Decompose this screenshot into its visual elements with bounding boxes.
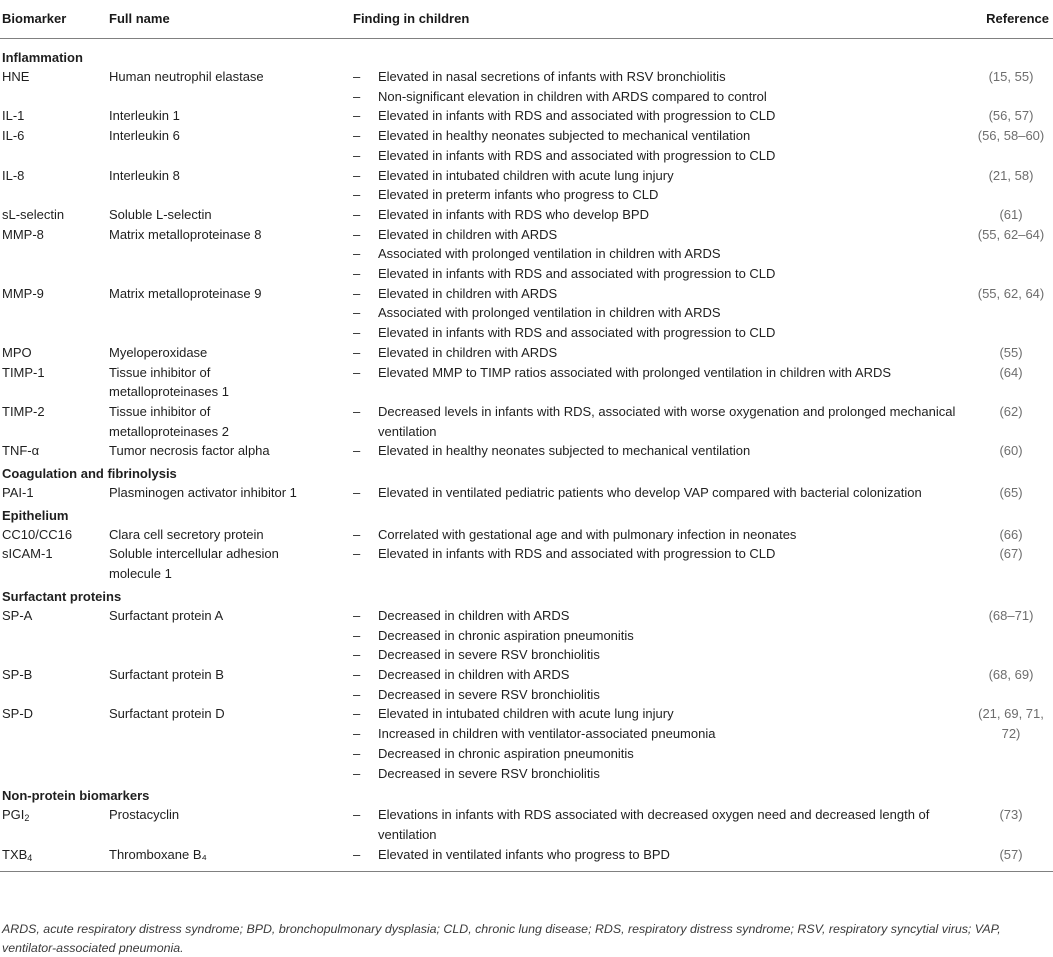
finding-item xyxy=(353,525,959,545)
table-row xyxy=(0,67,1053,106)
biomarker-subscript: 4 xyxy=(27,852,33,863)
bullet-dash: – xyxy=(353,344,361,360)
table-row xyxy=(0,606,1053,665)
finding-item xyxy=(353,665,959,685)
biomarker-cell xyxy=(0,402,109,441)
finding-item xyxy=(353,645,959,665)
finding-item xyxy=(353,244,959,264)
finding-item xyxy=(353,67,959,87)
full-name: Interleukin 8 xyxy=(109,167,180,183)
reference-text: (66) xyxy=(999,526,1023,542)
table-row xyxy=(0,805,1053,844)
reference-cell xyxy=(959,845,1053,872)
reference-cell xyxy=(959,363,1053,402)
table-row xyxy=(0,343,1053,363)
biomarker-cell xyxy=(0,126,109,165)
biomarker-cell xyxy=(0,106,109,126)
finding-text: Elevated in ventilated pediatric patients who develop VAP compared with bacterial colonization xyxy=(378,485,922,501)
biomarker-abbrev: MMP-8 xyxy=(2,226,44,242)
bullet-dash: – xyxy=(353,187,361,203)
reference-cell xyxy=(959,166,1053,205)
bullet-dash: – xyxy=(353,246,361,262)
finding-item xyxy=(353,441,959,461)
finding-text: Elevated in children with ARDS xyxy=(378,285,558,301)
finding-item xyxy=(353,626,959,646)
finding-cell xyxy=(353,665,959,704)
finding-text: Decreased in severe RSV bronchiolitis xyxy=(378,686,600,702)
biomarker-abbrev: SP-B xyxy=(2,666,33,682)
reference-text: (21, 69, 71, 72) xyxy=(978,706,1044,742)
header-biomarker: Biomarker xyxy=(0,0,109,39)
biomarker-abbrev: TXB xyxy=(2,846,28,862)
finding-text: Elevated in infants with RDS who develop BPD xyxy=(378,206,649,222)
biomarker-cell xyxy=(0,441,109,461)
finding-text: Decreased in chronic aspiration pneumonitis xyxy=(378,627,634,643)
finding-text: Elevated in healthy neonates subjected to mechanical ventilation xyxy=(378,128,751,144)
table-row xyxy=(0,483,1053,503)
full-name: Plasminogen activator inhibitor 1 xyxy=(109,485,297,501)
reference-cell xyxy=(959,284,1053,343)
finding-item xyxy=(353,264,959,284)
bullet-dash: – xyxy=(353,686,361,702)
finding-text: Elevated in nasal secretions of infants with RSV bronchiolitis xyxy=(378,69,726,84)
reference-text: (60) xyxy=(999,443,1023,459)
bullet-dash: – xyxy=(353,305,361,321)
finding-item xyxy=(353,845,959,865)
table-footnote: ARDS, acute respiratory distress syndrome; BPD, bronchopulmonary dysplasia; CLD, chronic lung disease; RDS, respiratory distress syndrome; RSV, respiratory syncytial virus; VAP, ventilator-associated pneumonia. xyxy=(2,922,1001,955)
full-name: Myeloperoxidase xyxy=(109,344,208,360)
section-row xyxy=(0,39,1053,68)
reference-text: (55, 62, 64) xyxy=(977,285,1045,301)
table-row xyxy=(0,665,1053,704)
finding-cell xyxy=(353,544,959,583)
finding-item xyxy=(353,606,959,626)
reference-text: (56, 57) xyxy=(988,108,1034,124)
bullet-dash: – xyxy=(353,745,361,761)
finding-item xyxy=(353,166,959,186)
biomarker-cell xyxy=(0,483,109,503)
full-name-cell xyxy=(109,544,353,583)
bullet-dash: – xyxy=(353,726,361,742)
biomarker-abbrev: MMP-9 xyxy=(2,285,44,301)
finding-cell xyxy=(353,166,959,205)
full-name-cell xyxy=(109,225,353,284)
finding-cell xyxy=(353,845,959,872)
finding-cell xyxy=(353,106,959,126)
full-name-cell xyxy=(109,343,353,363)
bullet-dash: – xyxy=(353,526,361,542)
reference-cell xyxy=(959,225,1053,284)
reference-text: (61) xyxy=(999,206,1023,222)
finding-cell xyxy=(353,67,959,106)
finding-cell xyxy=(353,805,959,844)
section-title: Surfactant proteins xyxy=(2,588,122,604)
reference-cell xyxy=(959,402,1053,441)
bullet-dash: – xyxy=(353,627,361,643)
finding-cell xyxy=(353,704,959,783)
finding-item xyxy=(353,724,959,744)
full-name: Tumor necrosis factor alpha xyxy=(109,443,270,459)
reference-text: (62) xyxy=(999,403,1023,419)
reference-text: (15, 55) xyxy=(988,69,1034,84)
finding-item xyxy=(353,303,959,323)
finding-text: Elevated in infants with RDS and associated with progression to CLD xyxy=(378,325,776,341)
finding-item xyxy=(353,704,959,724)
full-name: Interleukin 1 xyxy=(109,108,180,124)
finding-item xyxy=(353,323,959,343)
header-full-name: Full name xyxy=(109,0,353,39)
full-name-cell xyxy=(109,67,353,106)
table-row xyxy=(0,704,1053,783)
biomarker-cell xyxy=(0,704,109,783)
bullet-dash: – xyxy=(353,69,361,84)
bullet-dash: – xyxy=(353,147,361,163)
table-row xyxy=(0,402,1053,441)
biomarker-abbrev: CC10/CC16 xyxy=(2,526,73,542)
table-row xyxy=(0,205,1053,225)
section-title: Epithelium xyxy=(2,507,69,523)
full-name-cell xyxy=(109,845,353,872)
bullet-dash: – xyxy=(353,226,361,242)
bullet-dash: – xyxy=(353,88,361,104)
biomarker-cell xyxy=(0,363,109,402)
biomarker-cell xyxy=(0,67,109,106)
finding-cell xyxy=(353,606,959,665)
reference-text: (68–71) xyxy=(988,607,1034,623)
reference-cell xyxy=(959,106,1053,126)
finding-text: Elevated in preterm infants who progress to CLD xyxy=(378,187,659,203)
full-name-cell xyxy=(109,441,353,461)
full-name: Interleukin 6 xyxy=(109,128,180,144)
bullet-dash: – xyxy=(353,647,361,663)
finding-item xyxy=(353,544,959,564)
finding-text: Correlated with gestational age and with pulmonary infection in neonates xyxy=(378,526,797,542)
bullet-dash: – xyxy=(353,266,361,282)
finding-text: Elevated in intubated children with acute lung injury xyxy=(378,706,674,722)
reference-text: (65) xyxy=(999,485,1023,501)
finding-item xyxy=(353,205,959,225)
finding-cell xyxy=(353,205,959,225)
finding-item xyxy=(353,764,959,784)
table-row xyxy=(0,106,1053,126)
finding-text: Elevated in healthy neonates subjected to mechanical ventilation xyxy=(378,443,751,459)
full-name-cell xyxy=(109,483,353,503)
biomarker-cell xyxy=(0,665,109,704)
table-row xyxy=(0,441,1053,461)
biomarker-cell xyxy=(0,225,109,284)
finding-text: Elevated in children with ARDS xyxy=(378,226,558,242)
table-body xyxy=(0,39,1053,872)
finding-item xyxy=(353,185,959,205)
bullet-dash: – xyxy=(353,325,361,341)
bullet-dash: – xyxy=(353,485,361,501)
reference-cell xyxy=(959,483,1053,503)
section-title: Inflammation xyxy=(2,50,83,65)
reference-cell xyxy=(959,67,1053,106)
reference-cell xyxy=(959,441,1053,461)
full-name-cell xyxy=(109,525,353,545)
finding-item xyxy=(353,126,959,146)
full-name-cell xyxy=(109,363,353,402)
finding-item xyxy=(353,106,959,126)
finding-text: Elevations in infants with RDS associated with decreased oxygen need and decreased length of ventilation xyxy=(378,807,930,842)
reference-cell xyxy=(959,704,1053,783)
finding-item xyxy=(353,343,959,363)
full-name: Surfactant protein D xyxy=(109,706,225,722)
bullet-dash: – xyxy=(353,108,361,124)
biomarker-cell xyxy=(0,845,109,872)
full-name-cell xyxy=(109,704,353,783)
reference-text: (55) xyxy=(999,344,1023,360)
full-name: Human neutrophil elastase xyxy=(109,69,264,84)
reference-cell xyxy=(959,544,1053,583)
finding-cell xyxy=(353,363,959,402)
reference-cell xyxy=(959,665,1053,704)
biomarker-abbrev: IL-6 xyxy=(2,128,25,144)
finding-item xyxy=(353,744,959,764)
full-name: Surfactant protein B xyxy=(109,666,224,682)
bullet-dash: – xyxy=(353,666,361,682)
full-name-cell xyxy=(109,402,353,441)
biomarker-cell xyxy=(0,606,109,665)
finding-item xyxy=(353,685,959,705)
table-row xyxy=(0,525,1053,545)
bullet-dash: – xyxy=(353,167,361,183)
table-row xyxy=(0,166,1053,205)
finding-text: Decreased in severe RSV bronchiolitis xyxy=(378,647,600,663)
finding-cell xyxy=(353,126,959,165)
bullet-dash: – xyxy=(353,403,361,419)
bullet-dash: – xyxy=(353,846,361,862)
full-name: Surfactant protein A xyxy=(109,607,224,623)
full-name: Soluble intercellular adhesion molecule 1 xyxy=(109,546,279,582)
reference-text: (21, 58) xyxy=(988,167,1034,183)
finding-text: Elevated in intubated children with acute lung injury xyxy=(378,167,674,183)
finding-cell xyxy=(353,284,959,343)
finding-text: Decreased levels in infants with RDS, associated with worse oxygenation and prolonged mechanical ventilation xyxy=(378,403,956,439)
reference-text: (67) xyxy=(999,546,1023,562)
full-name: Tissue inhibitor of metalloproteinases 1 xyxy=(109,364,229,400)
finding-text: Elevated MMP to TIMP ratios associated with prolonged ventilation in children with ARDS xyxy=(378,364,892,380)
finding-text: Elevated in infants with RDS and associated with progression to CLD xyxy=(378,147,776,163)
biomarker-cell xyxy=(0,805,109,844)
reference-text: (55, 62–64) xyxy=(977,226,1045,242)
table-row xyxy=(0,225,1053,284)
finding-text: Associated with prolonged ventilation in children with ARDS xyxy=(378,305,721,321)
full-name-cell xyxy=(109,166,353,205)
section-row xyxy=(0,503,1053,525)
reference-cell xyxy=(959,525,1053,545)
finding-text: Non-significant elevation in children with ARDS compared to control xyxy=(378,88,767,104)
full-name-cell xyxy=(109,805,353,844)
reference-cell xyxy=(959,606,1053,665)
biomarker-abbrev: TIMP-2 xyxy=(2,403,45,419)
reference-cell xyxy=(959,343,1053,363)
finding-text: Decreased in chronic aspiration pneumonitis xyxy=(378,745,634,761)
full-name-cell xyxy=(109,205,353,225)
table-row xyxy=(0,845,1053,872)
finding-item xyxy=(353,87,959,107)
finding-text: Associated with prolonged ventilation in children with ARDS xyxy=(378,246,721,262)
biomarker-cell xyxy=(0,284,109,343)
reference-cell xyxy=(959,205,1053,225)
finding-text: Elevated in children with ARDS xyxy=(378,344,558,360)
finding-item xyxy=(353,805,959,844)
bullet-dash: – xyxy=(353,285,361,301)
full-name: Matrix metalloproteinase 8 xyxy=(109,226,262,242)
full-name-cell xyxy=(109,665,353,704)
biomarker-abbrev: TNF-α xyxy=(2,443,40,459)
bullet-dash: – xyxy=(353,706,361,722)
finding-item xyxy=(353,483,959,503)
biomarker-abbrev: PGI xyxy=(2,807,25,823)
full-name: Soluble L-selectin xyxy=(109,206,212,222)
section-title: Non-protein biomarkers xyxy=(2,788,150,804)
full-name: Tissue inhibitor of metalloproteinases 2 xyxy=(109,403,229,439)
reference-cell xyxy=(959,126,1053,165)
biomarker-abbrev: IL-8 xyxy=(2,167,25,183)
finding-text: Decreased in children with ARDS xyxy=(378,666,570,682)
bullet-dash: – xyxy=(353,206,361,222)
finding-text: Elevated in infants with RDS and associated with progression to CLD xyxy=(378,108,776,124)
bullet-dash: – xyxy=(353,546,361,562)
finding-text: Decreased in children with ARDS xyxy=(378,607,570,623)
table-row xyxy=(0,363,1053,402)
finding-text: Increased in children with ventilator-associated pneumonia xyxy=(378,726,716,742)
header-reference: Reference xyxy=(959,0,1053,39)
biomarker-cell xyxy=(0,166,109,205)
biomarker-cell xyxy=(0,544,109,583)
reference-text: (68, 69) xyxy=(988,666,1034,682)
finding-cell xyxy=(353,483,959,503)
full-name-cell xyxy=(109,284,353,343)
header-row xyxy=(0,0,1053,39)
finding-cell xyxy=(353,525,959,545)
section-row xyxy=(0,461,1053,483)
bullet-dash: – xyxy=(353,807,361,823)
reference-cell xyxy=(959,805,1053,844)
biomarker-abbrev: MPO xyxy=(2,344,32,360)
bullet-dash: – xyxy=(353,364,361,380)
table-row xyxy=(0,126,1053,165)
finding-cell xyxy=(353,343,959,363)
full-name-cell xyxy=(109,106,353,126)
biomarker-subscript: 2 xyxy=(24,813,30,824)
finding-text: Elevated in ventilated infants who progress to BPD xyxy=(378,846,670,862)
full-name-cell xyxy=(109,606,353,665)
biomarker-abbrev: PAI-1 xyxy=(2,485,34,501)
biomarker-cell xyxy=(0,205,109,225)
table-row xyxy=(0,284,1053,343)
biomarker-cell xyxy=(0,525,109,545)
bullet-dash: – xyxy=(353,607,361,623)
finding-item xyxy=(353,363,959,383)
full-name: Matrix metalloproteinase 9 xyxy=(109,285,262,301)
reference-text: (73) xyxy=(999,807,1023,823)
finding-cell xyxy=(353,225,959,284)
finding-item xyxy=(353,284,959,304)
reference-text: (57) xyxy=(999,846,1023,862)
biomarker-abbrev: SP-A xyxy=(2,607,33,623)
full-name-cell xyxy=(109,126,353,165)
section-row xyxy=(0,584,1053,606)
bullet-dash: – xyxy=(353,128,361,144)
biomarker-abbrev: TIMP-1 xyxy=(2,364,45,380)
bullet-dash: – xyxy=(353,443,361,459)
biomarker-abbrev: sICAM-1 xyxy=(2,546,53,562)
full-name: Thromboxane B₄ xyxy=(109,846,207,862)
finding-cell xyxy=(353,402,959,441)
full-name: Clara cell secretory protein xyxy=(109,526,264,542)
finding-text: Decreased in severe RSV bronchiolitis xyxy=(378,765,600,781)
header-finding: Finding in children xyxy=(353,0,959,39)
biomarker-abbrev: SP-D xyxy=(2,706,34,722)
full-name: Prostacyclin xyxy=(109,807,180,823)
biomarker-abbrev: HNE xyxy=(2,69,30,84)
finding-text: Elevated in infants with RDS and associated with progression to CLD xyxy=(378,546,776,562)
section-title: Coagulation and fibrinolysis xyxy=(2,466,177,482)
biomarker-abbrev: IL-1 xyxy=(2,108,25,124)
biomarker-abbrev: sL-selectin xyxy=(2,206,65,222)
finding-item xyxy=(353,402,959,441)
table-row xyxy=(0,544,1053,583)
section-row xyxy=(0,783,1053,805)
bullet-dash: – xyxy=(353,765,361,781)
reference-text: (64) xyxy=(999,364,1023,380)
reference-text: (56, 58–60) xyxy=(977,128,1045,144)
finding-item xyxy=(353,225,959,245)
finding-text: Elevated in infants with RDS and associated with progression to CLD xyxy=(378,266,776,282)
biomarker-cell xyxy=(0,343,109,363)
finding-cell xyxy=(353,441,959,461)
finding-item xyxy=(353,146,959,166)
